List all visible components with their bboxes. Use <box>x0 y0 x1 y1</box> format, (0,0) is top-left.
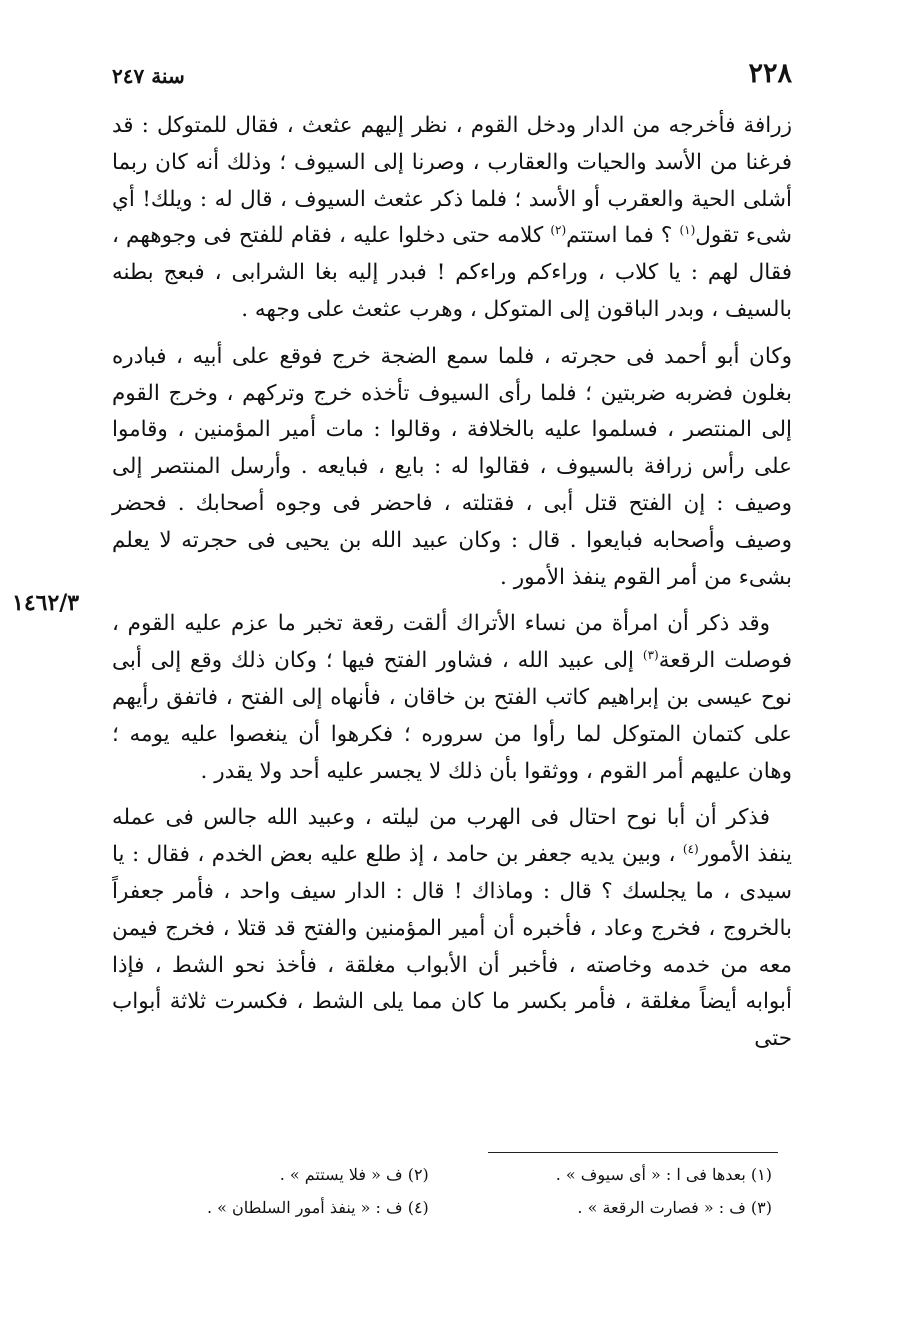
footnote-ref-4: (٤) <box>682 841 699 856</box>
page-number: ٢٢٨ <box>748 58 792 89</box>
paragraph-3-text: أبى نوح عيسى بن إبراهيم كاتب الفتح بن خاقان ، فأنهاه إلى الفتح ، فاتفق رأيهم على كتمان المتوكل لما رأوا من سروره ؛ فكرهوا أن ينغصوا عليه يومه ؛ وهان عليهم أمر القوم ، ووثقوا بأن ذلك لا يجسر عليه أحد ولا يقدر . <box>112 648 792 784</box>
running-head-year: سنة ٢٤٧ <box>112 64 185 88</box>
paragraph-3-mid: إلى عبيد الله ، فشاور الفتح فيها ؛ وكان ذلك وقع إلى <box>150 648 643 674</box>
paragraph-4 <box>112 800 792 1058</box>
paragraph-1-cont: ؟ فما استتم <box>566 223 680 249</box>
paragraph-1-end: كلامه حتى دخلوا عليه ، فقام للفتح فى وجوههم ، فقال لهم : يا كلاب ، وراءكم وراءكم ! فبدر إليه بغا الشرابى ، فبعج بطنه بالسيف ، وبدر الباقون إلى المتوكل ، وهرب عثعث على وجهه . <box>112 223 792 322</box>
footnote-2: (٢) ف « فلا يستتم » . <box>279 1165 429 1184</box>
footnote-ref-3: (٣) <box>642 648 659 662</box>
footnote-3: (٣) ف : « فصارت الرقعة » . <box>577 1198 772 1217</box>
footnote-divider <box>488 1152 778 1153</box>
footnote-row <box>112 1198 772 1217</box>
paragraph-1 <box>112 108 792 329</box>
footnote-1: (١) بعدها فى ا : « أى سيوف » . <box>555 1165 772 1184</box>
margin-reference: ١٤٦٢/٣ <box>12 590 80 616</box>
footnote-row <box>112 1165 772 1184</box>
footnote-ref-1: (١) <box>679 223 696 238</box>
paragraph-4-start: فذكر أن أبا نوح احتال فى الهرب من ليلته ، وعبيد الله جالس فى عمله ينفذ الأمور <box>112 805 792 868</box>
footnote-4: (٤) ف : « ينفذ أمور السلطان » . <box>206 1198 429 1217</box>
footnotes <box>112 1165 772 1231</box>
paragraph-4-mid: ، وبين يديه جعفر بن حامد ، إذ طلع عليه بعض الخدم ، فقال : <box>131 842 683 868</box>
main-text <box>112 108 792 1068</box>
page-header <box>112 58 792 98</box>
paragraph-2: وكان أبو أحمد فى حجرته ، فلما سمع الضجة خرج فوقع على أبيه ، فبادره بغلون فضربه ضربتين ؛ فلما رأى السيوف تأخذه خرج وتركهم ، وخرج القوم إلى المنتصر ، فسلموا عليه بالخلافة ، وقالوا : مات أمير المؤمنين ، وقاموا على رأس زرافة بالسيوف ، فقالوا له : بايع ، فبايعه . وأرسل المنتصر إلى وصيف : إن الفتح قتل أبى ، فقتلته ، فاحضر فى وجوه أصحابك . فحضر وصيف وأصحابه فبايعوا . قال : وكان عبيد الله بن يحيى فى حجرته لا يعلم بشىء من أمر القوم ينفذ الأمور . <box>112 343 792 590</box>
paragraph-4-text: يا سيدى ، ما يجلسك ؟ قال : وماذاك ! قال : الدار سيف واحد ، فأمر جعفراً بالخروج ، فخرج وعاد ، فأخبره أن أمير المؤمنين والفتح قد قتلا ، فخرج فيمن معه من خدمه وخاصته ، فأخبر أن الأبواب مغلقة ، فأخذ نحو الشط ، فإذا أبوابه أيضاً مغلقة ، فأمر بكسر ما كان مما يلى الشط ، فكسرت ثلاثة أبواب حتى <box>112 842 792 1052</box>
paragraph-1-text: زرافة فأخرجه من الدار ودخل القوم ، نظر إليهم عثعث ، فقال للمتوكل : قد فرغنا من الأسد والحيات والعقارب ، وصرنا إلى السيوف ؛ وذلك أنه كان ربما أشلى الحية والعقرب أو الأسد ؛ فلما ذكر عثعث السيوف ، قال له : ويلك! أي شىء تقول <box>112 113 793 249</box>
paragraph-3-start: وقد ذكر أن امرأة من نساء الأتراك ألقت رقعة تخبر ما عزم عليه القوم ، فوصلت الرقعة <box>112 611 792 674</box>
footnote-ref-2: (٢) <box>550 223 567 238</box>
paragraph-3 <box>112 606 792 790</box>
